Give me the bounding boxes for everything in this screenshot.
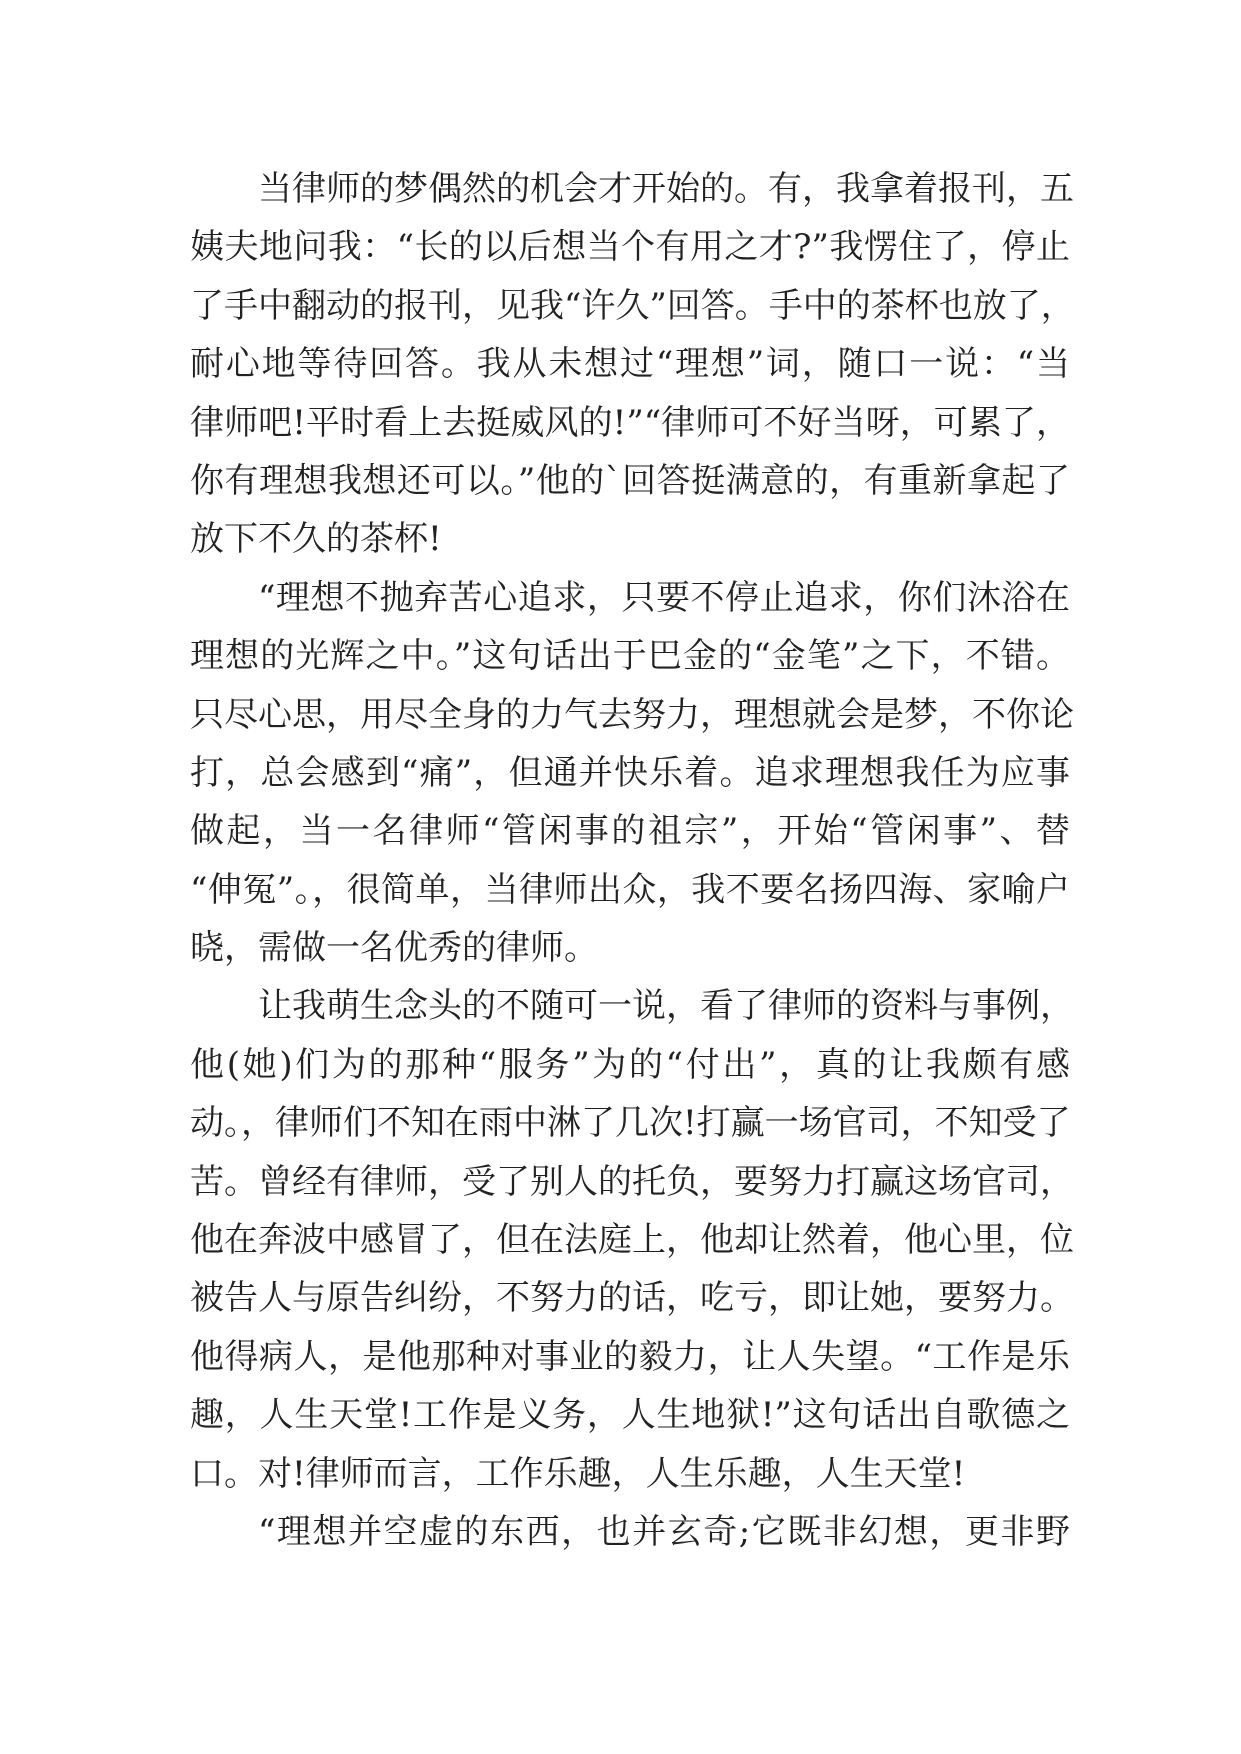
text-line: 耐心地等待回答。我从未想过“理想”词，随口一说：“当 <box>190 344 1070 385</box>
body-text <box>190 160 1075 1561</box>
text-line: 理想的光辉之中。”这句话出于巴金的“金笔”之下，不错。 <box>190 636 1070 677</box>
text-line: 只尽心思，用尽全身的力气去努力，理想就会是梦，不你论 <box>190 694 1074 735</box>
text-line: 他(她)们为的那种“服务”为的“付出”，真的让我颇有感 <box>190 1044 1070 1085</box>
text-line: 苦。曾经有律师，受了别人的托负，要努力打赢这场官司， <box>190 1161 1074 1202</box>
text-line: 晓，需做一名优秀的律师。 <box>190 928 598 969</box>
text-line: 他在奔波中感冒了，但在法庭上，他却让然着，他心里，位 <box>190 1220 1074 1261</box>
text-line: 你有理想我想还可以。”他的`回答挺满意的，有重新拿起了 <box>190 460 1070 501</box>
text-line: 姨夫地问我：“长的以后想当个有用之才?”我愣住了，停止 <box>190 227 1070 268</box>
text-line: “理想不抛弃苦心追求，只要不停止追求，你们沐浴在 <box>258 577 1070 618</box>
text-line: 趣，人生天堂!工作是义务，人生地狱!”这句话出自歌德之 <box>190 1395 1070 1436</box>
text-line: 了手中翻动的报刊，见我“许久”回答。手中的茶杯也放了， <box>190 285 1075 326</box>
text-line: “理想并空虚的东西，也并玄奇;它既非幻想，更非野 <box>258 1511 1070 1552</box>
text-line: 律师吧!平时看上去挺威风的!”“律师可不好当呀，可累了， <box>190 402 1070 443</box>
text-line: 做起，当一名律师“管闲事的祖宗”，开始“管闲事”、替 <box>190 811 1070 852</box>
text-line: 放下不久的茶杯! <box>190 519 442 560</box>
text-line: 让我萌生念头的不随可一说，看了律师的资料与事例， <box>258 986 1074 1027</box>
text-line: 当律师的梦偶然的机会才开始的。有，我拿着报刊，五 <box>258 169 1074 209</box>
text-line: 口。对!律师而言，工作乐趣，人生乐趣，人生天堂! <box>190 1453 966 1494</box>
text-line: 动。，律师们不知在雨中淋了几次!打赢一场官司，不知受了 <box>190 1103 1071 1144</box>
text-line: 打，总会感到“痛”，但通并快乐着。追求理想我任为应事 <box>190 752 1070 793</box>
text-line: 被告人与原告纠纷，不努力的话，吃亏，即让她，要努力。 <box>190 1278 1074 1319</box>
text-line: “伸冤”。，很简单，当律师出众，我不要名扬四海、家喻户 <box>190 869 1070 910</box>
text-line: 他得病人，是他那种对事业的毅力，让人失望。“工作是乐 <box>190 1336 1070 1377</box>
